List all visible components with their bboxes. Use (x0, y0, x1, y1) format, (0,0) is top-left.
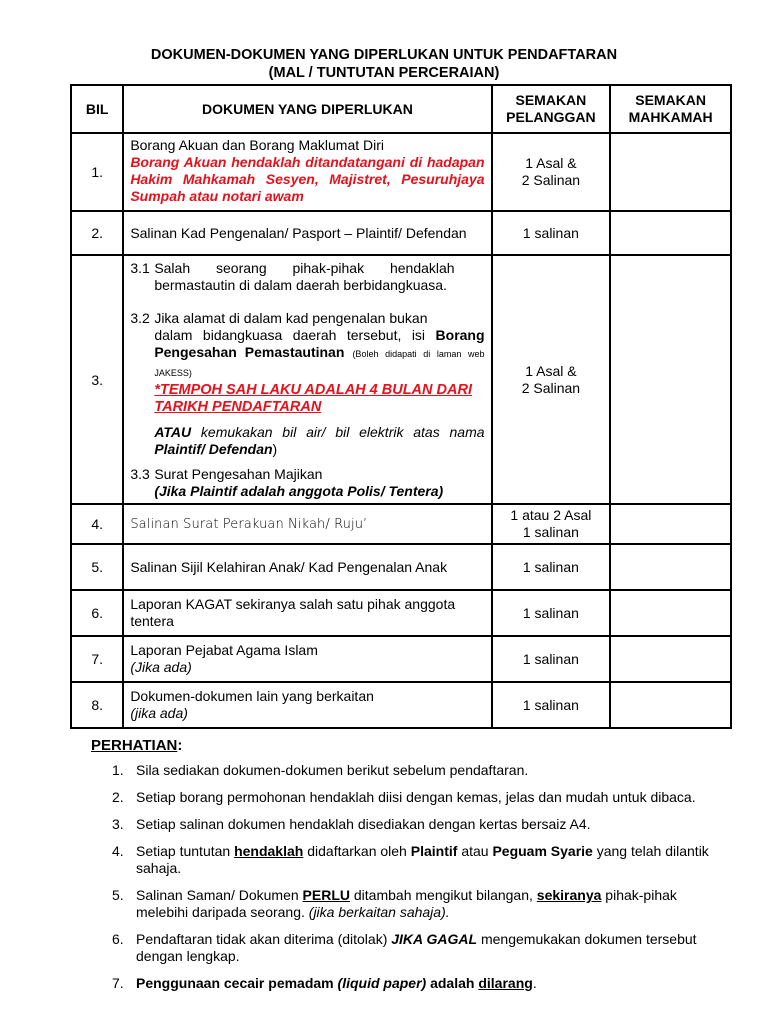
row-semakan-mahkamah[interactable] (610, 544, 731, 590)
sub-item-3-1: 3.1 Salah seorang pihak-pihak hendaklah (130, 260, 455, 276)
row-semakan-pelanggan: 1 salinan (492, 636, 611, 682)
table-header-row (71, 85, 731, 133)
row-number: 7. (71, 636, 123, 682)
row-document: Dokumen-dokumen lain yang berkaitan (jika ada) (123, 682, 491, 728)
list-item: 6. Pendaftaran tidak akan diterima (ditolak) JIKA GAGAL mengemukakan dokumen tersebut dengan lengkap. (112, 931, 697, 964)
row-number: 1. (71, 133, 123, 211)
list-item: 7. Penggunaan cecair pemadam (liquid paper) adalah dilarang. (112, 975, 537, 991)
table-row (71, 133, 731, 211)
table-row (71, 590, 731, 636)
row-document: Salinan Surat Perakuan Nikah/ Ruju’ (123, 504, 491, 544)
row-document: Laporan Pejabat Agama Islam (Jika ada) (123, 636, 491, 682)
sub-item-3-2: 3.2 Jika alamat di dalam kad pengenalan bukan (130, 310, 428, 326)
header-bil: BIL (71, 85, 123, 133)
row-semakan-mahkamah[interactable] (610, 255, 731, 504)
notes-list (112, 762, 712, 1002)
sub-item-3-3: 3.3 Surat Pengesahan Majikan (130, 466, 323, 482)
row-number: 3. (71, 255, 123, 504)
row-number: 8. (71, 682, 123, 728)
header-semakan-pelanggan: SEMAKAN PELANGGAN (492, 85, 611, 133)
table-row (71, 544, 731, 590)
row-semakan-mahkamah[interactable] (610, 682, 731, 728)
row-semakan-mahkamah[interactable] (610, 133, 731, 211)
notes-heading: PERHATIAN: (91, 737, 183, 754)
list-item: 3. Setiap salinan dokumen hendaklah disediakan dengan kertas bersaiz A4. (112, 816, 591, 832)
row-note-red: Borang Akuan hendaklah ditandatangani di hadapan Hakim Mahkamah Sesyen, Majistret, Pesuruhjaya Sumpah atau notari awam (130, 154, 485, 204)
row-document: Salinan Sijil Kelahiran Anak/ Kad Pengenalan Anak (123, 544, 491, 590)
row-semakan-pelanggan: 1 Asal & 2 Salinan (492, 255, 611, 504)
header-doc: DOKUMEN YANG DIPERLUKAN (123, 85, 491, 133)
list-item: 4. Setiap tuntutan hendaklah didaftarkan oleh Plaintif atau Peguam Syarie yang telah dilantik sahaja. (112, 843, 709, 876)
row-semakan-mahkamah[interactable] (610, 504, 731, 544)
list-item: 5. Salinan Saman/ Dokumen PERLU ditambah mengikut bilangan, sekiranya pihak-pihak melebihi daripada seorang. (jika berkaitan sahaja). (112, 887, 677, 920)
table-row (71, 211, 731, 255)
row-semakan-mahkamah[interactable] (610, 590, 731, 636)
page-title: DOKUMEN-DOKUMEN YANG DIPERLUKAN UNTUK PENDAFTARAN (150, 47, 618, 63)
validity-warning: *TEMPOH SAH LAKU ADALAH 4 BULAN DARI TARIKH PENDAFTARAN (154, 382, 472, 415)
row-document: Salinan Kad Pengenalan/ Pasport – Plaintif/ Defendan (123, 211, 491, 255)
header-semakan-mahkamah: SEMAKAN MAHKAMAH (610, 85, 731, 133)
row-number: 5. (71, 544, 123, 590)
row-semakan-mahkamah[interactable] (610, 636, 731, 682)
row-document: Laporan KAGAT sekiranya salah satu pihak anggota tentera (123, 590, 491, 636)
row-number: 6. (71, 590, 123, 636)
row-semakan-pelanggan: 1 salinan (492, 590, 611, 636)
table-row (71, 682, 731, 728)
row-semakan-pelanggan: 1 salinan (492, 211, 611, 255)
row-semakan-pelanggan: 1 atau 2 Asal 1 salinan (492, 504, 611, 544)
list-item: 1. Sila sediakan dokumen-dokumen berikut sebelum pendaftaran. (112, 762, 529, 778)
row-semakan-pelanggan: 1 salinan (492, 544, 611, 590)
row-number: 4. (71, 504, 123, 544)
list-item: 2. Setiap borang permohonan hendaklah diisi dengan kemas, jelas dan mudah untuk dibaca. (112, 789, 696, 805)
table-row (71, 504, 731, 544)
documents-table (70, 84, 732, 729)
table-row (71, 636, 731, 682)
row-document: Borang Akuan dan Borang Maklumat Diri Borang Akuan hendaklah ditandatangani di hadapan Hakim Mahkamah Sesyen, Majistret, Pesuruhjaya Sumpah atau notari awam (123, 133, 491, 211)
row-semakan-pelanggan: 1 salinan (492, 682, 611, 728)
row-semakan-pelanggan: 1 Asal & 2 Salinan (492, 133, 611, 211)
table-row (71, 255, 731, 504)
row-number: 2. (71, 211, 123, 255)
row-semakan-mahkamah[interactable] (610, 211, 731, 255)
page-subtitle: (MAL / TUNTUTAN PERCERAIAN) (268, 65, 500, 81)
row-document: 3.1 Salah seorang pihak-pihak hendaklah bermastautin di dalam daerah berbidangkuasa. 3.2 Jika alamat di dalam kad pengenalan bukan dalam bidangkuasa daerah tersebut, isi Borang Pengesahan Pemastautinan (Boleh didapati di laman web JAKESS) *TEMPOH SAH LAKU ADALAH 4 BULAN DARI TARIKH PENDAFTARAN ATAU kemukakan bil air/ bil elektrik atas nama Plaintif/ Defendan) 3.3 Surat Pengesahan Majikan (Jika Plaintif adalah anggota Polis/ Tentera) (123, 255, 491, 504)
